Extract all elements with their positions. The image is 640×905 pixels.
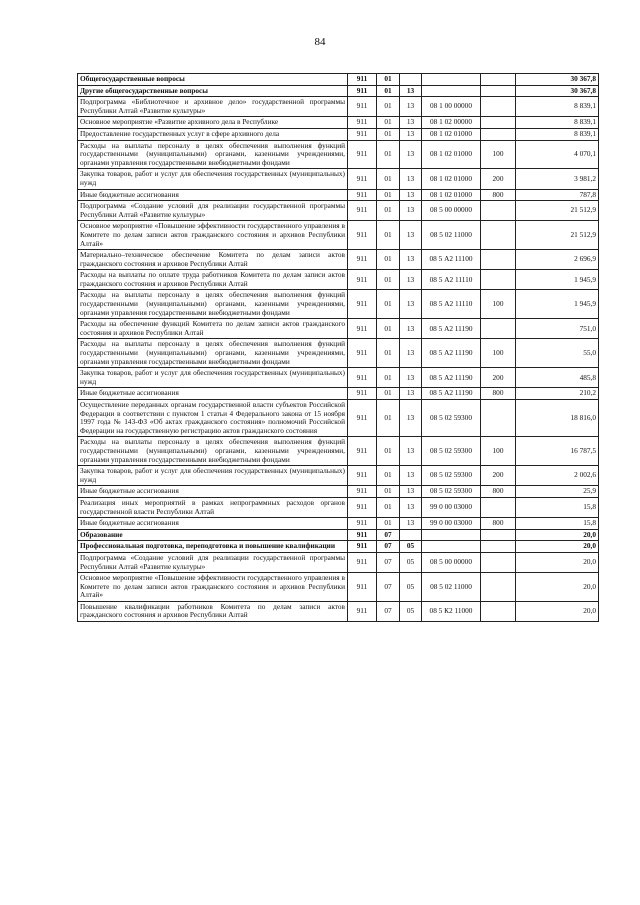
row-target-article-cell — [422, 74, 481, 86]
row-grbs-cell: 911 — [348, 552, 377, 572]
row-amount-cell: 3 981,2 — [516, 169, 599, 189]
row-name-cell: Другие общегосударственные вопросы — [78, 85, 348, 97]
row-name-cell: Закупка товаров, работ и услуг для обеспечения государственных (муниципальных) нужд — [78, 368, 348, 388]
row-target-article-cell: 08 1 02 01000 — [422, 169, 481, 189]
row-subsection-cell: 13 — [400, 388, 422, 400]
row-grbs-cell: 911 — [348, 290, 377, 319]
row-amount-cell: 751,0 — [516, 319, 599, 339]
row-amount-cell: 30 367,8 — [516, 85, 599, 97]
row-grbs-cell: 911 — [348, 189, 377, 201]
row-amount-cell: 20,0 — [516, 573, 599, 602]
row-expense-type-cell — [481, 97, 516, 117]
row-expense-type-cell: 100 — [481, 290, 516, 319]
table-row — [78, 85, 599, 97]
row-name-cell: Расходы на выплаты персоналу в целях обеспечения выполнения функций государственными (муниципальными) органами, казенными учреждениями, органами управления государственными внебюджетными фондами — [78, 339, 348, 368]
row-subsection-cell — [400, 529, 422, 541]
row-section-cell: 01 — [377, 117, 400, 129]
table-row — [78, 573, 599, 602]
row-expense-type-cell — [481, 400, 516, 437]
row-amount-cell: 8 839,1 — [516, 97, 599, 117]
row-section-cell: 01 — [377, 97, 400, 117]
row-amount-cell: 2 002,6 — [516, 466, 599, 486]
row-expense-type-cell: 200 — [481, 169, 516, 189]
row-amount-cell: 55,0 — [516, 339, 599, 368]
table-row — [78, 117, 599, 129]
table-row — [78, 339, 599, 368]
row-amount-cell: 15,8 — [516, 518, 599, 530]
row-section-cell: 01 — [377, 466, 400, 486]
row-name-cell: Образование — [78, 529, 348, 541]
row-name-cell: Закупка товаров, работ и услуг для обеспечения государственных (муниципальных) нужд — [78, 169, 348, 189]
row-section-cell: 01 — [377, 388, 400, 400]
row-subsection-cell: 13 — [400, 400, 422, 437]
table-row — [78, 169, 599, 189]
row-amount-cell: 16 787,5 — [516, 437, 599, 466]
row-name-cell: Материально–техническое обеспечение Комитета по делам записи актов гражданского состояния и архивов Республики Алтай — [78, 250, 348, 270]
row-amount-cell: 8 839,1 — [516, 128, 599, 140]
row-target-article-cell: 08 5 А2 11190 — [422, 368, 481, 388]
row-name-cell: Основное мероприятие «Повышение эффективности государственного управления в Комитете по делам записи актов гражданского состояния и архивов Республики Алтай» — [78, 573, 348, 602]
table-row — [78, 290, 599, 319]
row-subsection-cell: 13 — [400, 221, 422, 250]
row-target-article-cell: 08 5 А2 11190 — [422, 388, 481, 400]
row-target-article-cell: 08 5 02 59300 — [422, 400, 481, 437]
row-subsection-cell: 13 — [400, 290, 422, 319]
row-expense-type-cell: 800 — [481, 388, 516, 400]
row-subsection-cell: 05 — [400, 601, 422, 621]
row-target-article-cell: 99 0 00 03000 — [422, 497, 481, 517]
row-amount-cell: 20,0 — [516, 601, 599, 621]
row-expense-type-cell — [481, 128, 516, 140]
row-expense-type-cell — [481, 529, 516, 541]
row-grbs-cell: 911 — [348, 486, 377, 498]
row-target-article-cell — [422, 85, 481, 97]
row-expense-type-cell — [481, 319, 516, 339]
row-grbs-cell: 911 — [348, 319, 377, 339]
table-row — [78, 497, 599, 517]
row-section-cell: 01 — [377, 319, 400, 339]
row-grbs-cell: 911 — [348, 368, 377, 388]
row-name-cell: Закупка товаров, работ и услуг для обеспечения государственных (муниципальных) нужд — [78, 466, 348, 486]
row-section-cell: 01 — [377, 368, 400, 388]
row-expense-type-cell — [481, 221, 516, 250]
budget-table — [77, 73, 599, 622]
row-expense-type-cell — [481, 497, 516, 517]
row-expense-type-cell: 200 — [481, 466, 516, 486]
row-section-cell: 07 — [377, 541, 400, 553]
row-name-cell: Предоставление государственных услуг в сфере архивного дела — [78, 128, 348, 140]
table-row — [78, 74, 599, 86]
row-amount-cell: 20,0 — [516, 541, 599, 553]
row-section-cell: 01 — [377, 400, 400, 437]
table-row — [78, 601, 599, 621]
table-row — [78, 319, 599, 339]
row-subsection-cell: 13 — [400, 201, 422, 221]
row-subsection-cell: 13 — [400, 128, 422, 140]
row-section-cell: 01 — [377, 128, 400, 140]
row-amount-cell: 15,8 — [516, 497, 599, 517]
table-row — [78, 368, 599, 388]
table-row — [78, 518, 599, 530]
table-row — [78, 486, 599, 498]
row-grbs-cell: 911 — [348, 466, 377, 486]
row-section-cell: 01 — [377, 497, 400, 517]
table-row — [78, 388, 599, 400]
row-expense-type-cell: 800 — [481, 518, 516, 530]
row-amount-cell: 210,2 — [516, 388, 599, 400]
row-expense-type-cell — [481, 601, 516, 621]
row-name-cell: Подпрограмма «Создание условий для реализации государственной программы Республики Алтай «Развитие культуры» — [78, 201, 348, 221]
row-target-article-cell: 08 5 00 00000 — [422, 552, 481, 572]
row-subsection-cell: 13 — [400, 486, 422, 498]
row-name-cell: Расходы на выплаты персоналу в целях обеспечения выполнения функций государственными (муниципальными) органами, казенными учреждениями, органами управления государственными внебюджетными фондами — [78, 290, 348, 319]
row-expense-type-cell: 100 — [481, 437, 516, 466]
row-amount-cell: 4 070,1 — [516, 140, 599, 169]
row-expense-type-cell — [481, 270, 516, 290]
table-row — [78, 400, 599, 437]
row-subsection-cell: 13 — [400, 368, 422, 388]
table-row — [78, 97, 599, 117]
row-grbs-cell: 911 — [348, 97, 377, 117]
row-grbs-cell: 911 — [348, 140, 377, 169]
row-subsection-cell: 13 — [400, 250, 422, 270]
row-grbs-cell: 911 — [348, 388, 377, 400]
row-target-article-cell: 08 5 02 11000 — [422, 573, 481, 602]
row-grbs-cell: 911 — [348, 270, 377, 290]
row-expense-type-cell — [481, 552, 516, 572]
row-amount-cell: 21 512,9 — [516, 201, 599, 221]
row-grbs-cell: 911 — [348, 573, 377, 602]
row-section-cell: 01 — [377, 250, 400, 270]
row-grbs-cell: 911 — [348, 601, 377, 621]
row-grbs-cell: 911 — [348, 74, 377, 86]
row-expense-type-cell: 800 — [481, 486, 516, 498]
row-expense-type-cell — [481, 573, 516, 602]
row-amount-cell: 2 696,9 — [516, 250, 599, 270]
table-row — [78, 128, 599, 140]
table-row — [78, 201, 599, 221]
row-expense-type-cell: 100 — [481, 339, 516, 368]
row-expense-type-cell — [481, 117, 516, 129]
row-expense-type-cell — [481, 201, 516, 221]
row-expense-type-cell — [481, 250, 516, 270]
row-section-cell: 01 — [377, 290, 400, 319]
row-section-cell: 01 — [377, 486, 400, 498]
row-subsection-cell: 05 — [400, 541, 422, 553]
row-name-cell: Повышение квалификации работников Комитета по делам записи актов гражданского состояния и архивов Республики Алтай — [78, 601, 348, 621]
table-row — [78, 270, 599, 290]
row-amount-cell: 18 816,0 — [516, 400, 599, 437]
row-target-article-cell — [422, 529, 481, 541]
table-row — [78, 221, 599, 250]
row-subsection-cell — [400, 74, 422, 86]
row-expense-type-cell: 200 — [481, 368, 516, 388]
row-grbs-cell: 911 — [348, 250, 377, 270]
budget-table-body — [78, 74, 599, 622]
row-name-cell: Основное мероприятие «Развитие архивного дела в Республике — [78, 117, 348, 129]
row-name-cell: Осуществление переданных органам государственной власти субъектов Российской Федерации в соответствии с пунктом 1 статьи 4 Федерального закона от 15 ноября 1997 года № 143-ФЗ «Об актах гражданского состояния» полномочий Российской Федерации на государственную регистрацию актов гражданского состояния — [78, 400, 348, 437]
row-section-cell: 01 — [377, 339, 400, 368]
row-name-cell: Расходы на выплаты персоналу в целях обеспечения выполнения функций государственными (муниципальными) органами, казенными учреждениями, органами управления государственными внебюджетными фондами — [78, 437, 348, 466]
table-row — [78, 250, 599, 270]
row-grbs-cell: 911 — [348, 529, 377, 541]
row-expense-type-cell: 800 — [481, 189, 516, 201]
row-grbs-cell: 911 — [348, 437, 377, 466]
row-grbs-cell: 911 — [348, 169, 377, 189]
row-name-cell: Иные бюджетные ассигнования — [78, 388, 348, 400]
row-name-cell: Иные бюджетные ассигнования — [78, 518, 348, 530]
row-amount-cell: 25,9 — [516, 486, 599, 498]
row-target-article-cell: 99 0 00 03000 — [422, 518, 481, 530]
row-target-article-cell: 08 5 02 11000 — [422, 221, 481, 250]
row-target-article-cell: 08 5 А2 11110 — [422, 290, 481, 319]
row-section-cell: 01 — [377, 437, 400, 466]
row-grbs-cell: 911 — [348, 128, 377, 140]
row-section-cell: 01 — [377, 140, 400, 169]
row-section-cell: 01 — [377, 85, 400, 97]
row-amount-cell: 21 512,9 — [516, 221, 599, 250]
row-name-cell: Иные бюджетные ассигнования — [78, 189, 348, 201]
row-section-cell: 01 — [377, 221, 400, 250]
row-name-cell: Подпрограмма «Создание условий для реализации государственной программы Республики Алтай «Развитие культуры» — [78, 552, 348, 572]
row-name-cell: Профессиональная подготовка, переподготовка и повышение квалификации — [78, 541, 348, 553]
row-expense-type-cell — [481, 74, 516, 86]
row-section-cell: 01 — [377, 189, 400, 201]
row-target-article-cell: 08 5 02 59300 — [422, 466, 481, 486]
row-section-cell: 07 — [377, 573, 400, 602]
row-section-cell: 01 — [377, 201, 400, 221]
row-subsection-cell: 13 — [400, 117, 422, 129]
row-section-cell: 01 — [377, 270, 400, 290]
row-grbs-cell: 911 — [348, 518, 377, 530]
row-name-cell: Общегосударственные вопросы — [78, 74, 348, 86]
row-section-cell: 01 — [377, 518, 400, 530]
row-subsection-cell: 13 — [400, 497, 422, 517]
row-subsection-cell: 05 — [400, 573, 422, 602]
row-expense-type-cell — [481, 541, 516, 553]
row-target-article-cell: 08 1 02 00000 — [422, 117, 481, 129]
row-subsection-cell: 13 — [400, 85, 422, 97]
row-target-article-cell: 08 5 К2 11000 — [422, 601, 481, 621]
row-subsection-cell: 13 — [400, 189, 422, 201]
row-amount-cell: 1 945,9 — [516, 270, 599, 290]
row-grbs-cell: 911 — [348, 117, 377, 129]
row-subsection-cell: 13 — [400, 97, 422, 117]
row-name-cell: Иные бюджетные ассигнования — [78, 486, 348, 498]
row-amount-cell: 30 367,8 — [516, 74, 599, 86]
row-target-article-cell: 08 5 02 59300 — [422, 437, 481, 466]
table-row — [78, 189, 599, 201]
row-amount-cell: 20,0 — [516, 552, 599, 572]
row-subsection-cell: 13 — [400, 339, 422, 368]
row-section-cell: 01 — [377, 169, 400, 189]
row-target-article-cell: 08 1 02 01000 — [422, 140, 481, 169]
row-target-article-cell: 08 5 А2 11100 — [422, 250, 481, 270]
row-name-cell: Расходы на выплаты по оплате труда работников Комитета по делам записи актов гражданского состояния и архивов Республики Алтай — [78, 270, 348, 290]
row-target-article-cell: 08 1 00 00000 — [422, 97, 481, 117]
row-target-article-cell: 08 1 02 01000 — [422, 128, 481, 140]
row-subsection-cell: 13 — [400, 319, 422, 339]
row-amount-cell: 787,8 — [516, 189, 599, 201]
row-amount-cell: 1 945,9 — [516, 290, 599, 319]
row-section-cell: 07 — [377, 552, 400, 572]
page-number: 84 — [314, 36, 326, 48]
row-subsection-cell: 13 — [400, 140, 422, 169]
row-grbs-cell: 911 — [348, 85, 377, 97]
table-row — [78, 140, 599, 169]
row-name-cell: Расходы на выплаты персоналу в целях обеспечения выполнения функций государственными (муниципальными) органами, казенными учреждениями, органами управления государственными внебюджетными фондами — [78, 140, 348, 169]
row-section-cell: 07 — [377, 601, 400, 621]
row-amount-cell: 8 839,1 — [516, 117, 599, 129]
row-subsection-cell: 13 — [400, 466, 422, 486]
row-grbs-cell: 911 — [348, 339, 377, 368]
row-name-cell: Расходы на обеспечение функций Комитета по делам записи актов гражданского состояния и архивов Республики Алтай — [78, 319, 348, 339]
row-expense-type-cell — [481, 85, 516, 97]
row-grbs-cell: 911 — [348, 221, 377, 250]
row-subsection-cell: 13 — [400, 270, 422, 290]
row-subsection-cell: 13 — [400, 437, 422, 466]
row-subsection-cell: 13 — [400, 169, 422, 189]
row-amount-cell: 20,0 — [516, 529, 599, 541]
table-row — [78, 541, 599, 553]
row-target-article-cell: 08 5 А2 11190 — [422, 339, 481, 368]
row-target-article-cell: 08 5 02 59300 — [422, 486, 481, 498]
table-row — [78, 437, 599, 466]
row-name-cell: Подпрограмма «Библиотечное и архивное дело» государственной программы Республики Алтай «Развитие культуры» — [78, 97, 348, 117]
row-grbs-cell: 911 — [348, 201, 377, 221]
row-section-cell: 01 — [377, 74, 400, 86]
row-grbs-cell: 911 — [348, 497, 377, 517]
table-row — [78, 552, 599, 572]
row-target-article-cell — [422, 541, 481, 553]
row-expense-type-cell: 100 — [481, 140, 516, 169]
row-amount-cell: 485,8 — [516, 368, 599, 388]
row-target-article-cell: 08 5 00 00000 — [422, 201, 481, 221]
row-target-article-cell: 08 1 02 01000 — [422, 189, 481, 201]
row-grbs-cell: 911 — [348, 541, 377, 553]
row-grbs-cell: 911 — [348, 400, 377, 437]
row-section-cell: 07 — [377, 529, 400, 541]
table-row — [78, 466, 599, 486]
row-name-cell: Реализация иных мероприятий в рамках непрограммных расходов органов государственной власти Республики Алтай — [78, 497, 348, 517]
table-row — [78, 529, 599, 541]
row-subsection-cell: 05 — [400, 552, 422, 572]
row-target-article-cell: 08 5 А2 11110 — [422, 270, 481, 290]
row-subsection-cell: 13 — [400, 518, 422, 530]
row-name-cell: Основное мероприятие «Повышение эффективности государственного управления в Комитете по делам записи актов гражданского состояния и архивов Республики Алтай» — [78, 221, 348, 250]
row-target-article-cell: 08 5 А2 11190 — [422, 319, 481, 339]
